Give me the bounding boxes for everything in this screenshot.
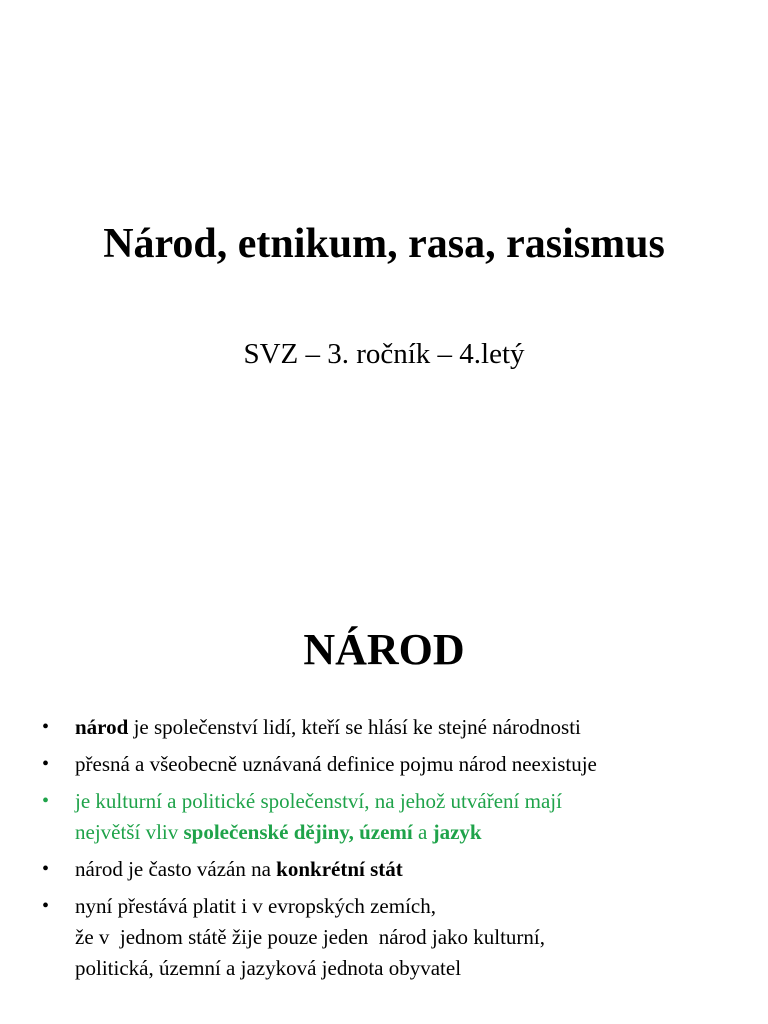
bullet-item-1 [0,712,740,743]
bullet-text: a [412,820,433,844]
bullet-bold-term: národ [75,715,129,739]
bullet-bold-term: jazyk [432,820,482,844]
bullet-dot-icon: • [42,753,50,775]
bullet-text: největší vliv [75,820,184,844]
bullet-item-5 [0,891,740,984]
bullet-item-4 [0,854,740,885]
bullet-text-line3: politická, územní a jazyková jednota obyvatel [75,956,462,980]
bullet-bold-term: konkrétní stát [276,857,403,881]
bullet-text: národ je často vázán na [75,857,277,881]
bullet-text-line2 [75,817,740,848]
bullet-text-line2: že v jednom státě žije pouze jeden národ jako kulturní, [75,925,546,949]
bullet-list [0,712,740,990]
bullet-text: je společenství lidí, kteří se hlásí ke stejné národnosti [128,715,581,739]
bullet-dot-icon: • [42,895,50,917]
narod-slide [0,512,768,1024]
presentation-title: Národ, etnikum, rasa, rasismus [103,221,665,267]
bullet-dot-icon: • [42,790,50,812]
bullet-item-3 [0,786,740,848]
bullet-item-2 [0,749,740,780]
bullet-text: přesná a všeobecně uznávaná definice pojmu národ neexistuje [75,752,597,776]
bullet-dot-icon: • [42,716,50,738]
bullet-text-line1: nyní přestává platit i v evropských zemích, [75,894,436,918]
presentation-subtitle: SVZ – 3. ročník – 4.letý [243,338,525,370]
bullet-dot-icon: • [42,858,50,880]
bullet-bold-term: společenské dějiny, území [183,820,413,844]
bullet-text-line1: je kulturní a politické společenství, na jehož utváření mají [75,789,562,813]
slide-heading: NÁROD [303,625,465,674]
